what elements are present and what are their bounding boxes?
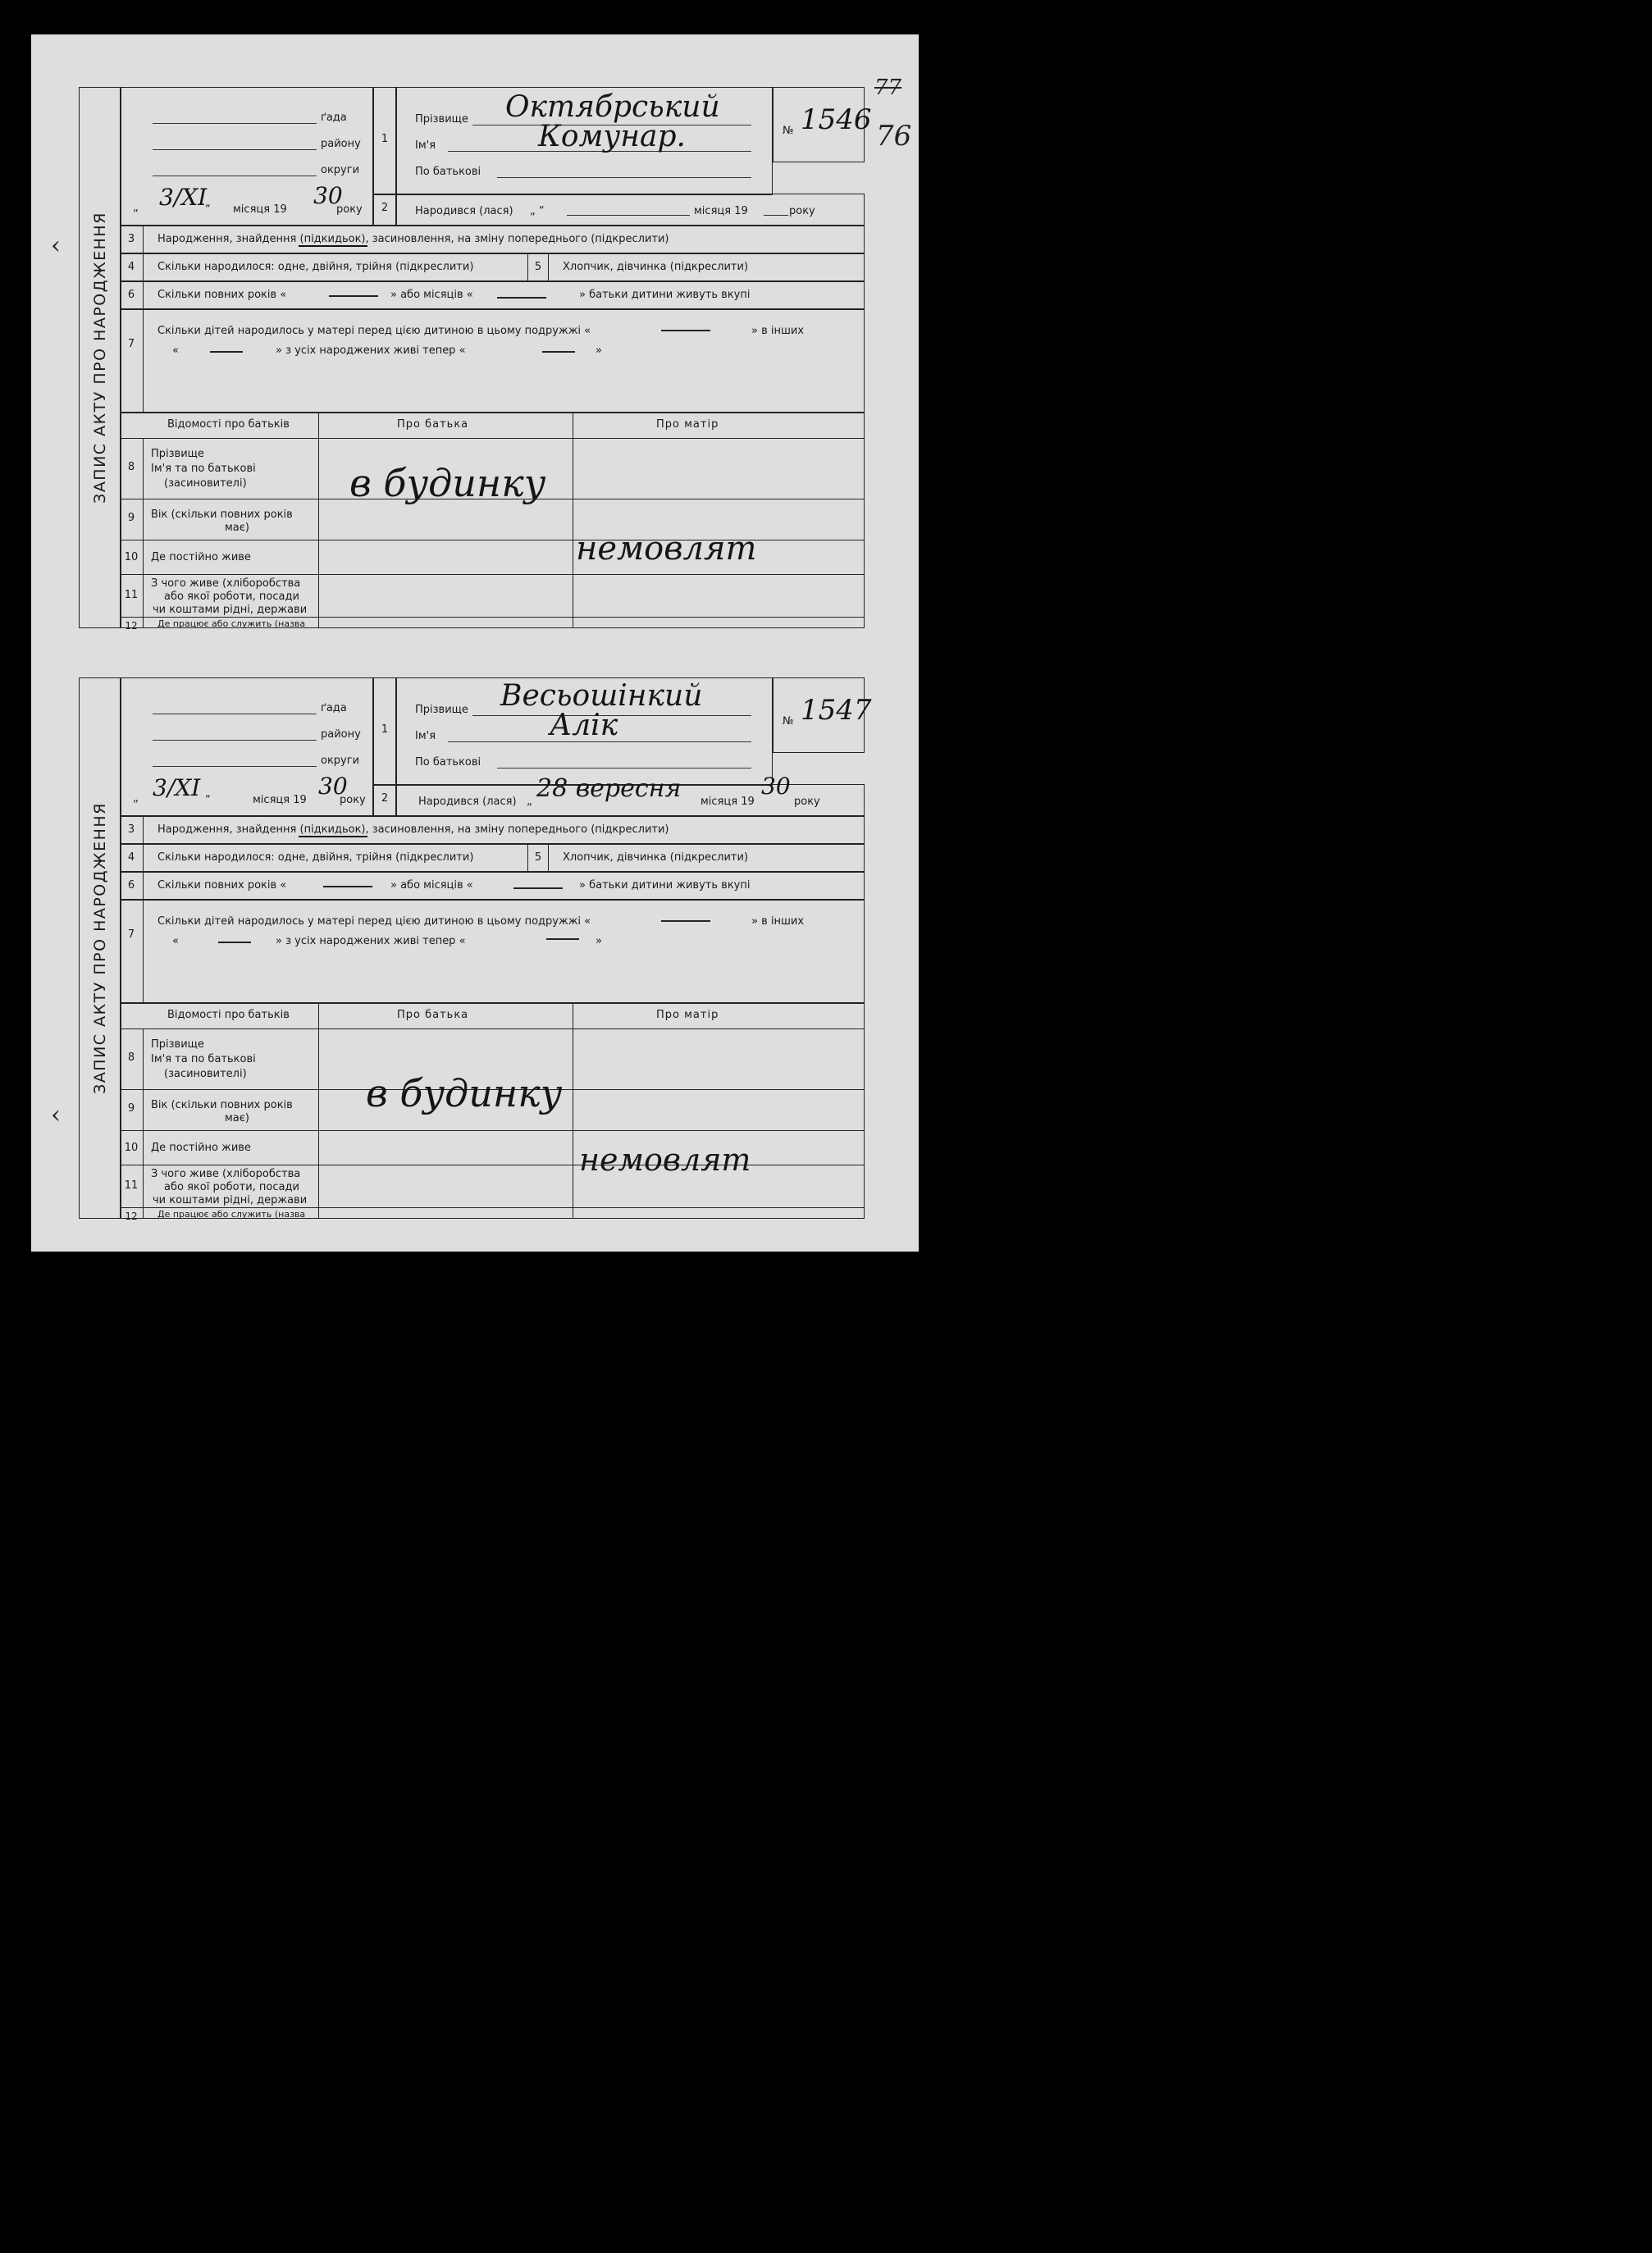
row-number: 6 [127,879,135,892]
birth-record-form [79,87,903,632]
row11-label-3: чи коштами рідні, держави [153,1194,308,1206]
reg-year: 30 [318,773,348,800]
birth-record-form [79,677,903,1222]
row7-text-d: » з усіх народжених живі тепер « [276,935,466,947]
side-title-box [79,677,121,1219]
reg-year-label: року [336,203,363,216]
row7-text-b: » в інших [751,325,805,337]
row-number: 7 [127,338,135,350]
born-year-label: року [789,205,815,217]
record-number: 1546 [801,103,872,136]
row-number: 4 [127,851,135,864]
side-title-box [79,87,121,628]
row-number: 12 [125,620,138,632]
mother-header: Про матір [656,418,719,431]
row9-label-2: має) [225,522,249,534]
reg-quote-open: „ [133,792,139,805]
row4-text: Скільки народилося: одне, двійня, трійня (підкреслити) [157,261,474,273]
row-number: 8 [127,461,135,473]
binding-mark: ‹ [51,1101,61,1129]
row-number: 1 [381,133,389,145]
reg-day: 3/XI [159,184,208,211]
row8-label-3: (засиновителі) [164,1068,247,1080]
row7-text-b: » в інших [751,915,805,928]
row-number: 6 [127,289,135,301]
parents-header: Відомості про батьків [167,1009,290,1021]
father-header: Про батька [397,418,469,431]
row8-label-1: Прізвище [151,448,204,460]
father-header: Про батька [397,1009,469,1021]
born-month-label: місяця 19 [694,205,748,217]
row-number: 3 [127,233,135,245]
row5-text: Хлопчик, дівчинка (підкреслити) [563,851,749,864]
reg-year-label: року [340,794,366,806]
row-number: 10 [124,551,139,563]
row-number: 3 [127,823,135,836]
row7-text-c: « [172,344,179,357]
row5-text: Хлопчик, дівчинка (підкреслити) [563,261,749,273]
row3-text: Народження, знайдення (підкидьок), засиновлення, на зміну попереднього (підкреслити) [157,823,669,836]
handwritten-mother-note: немовлят [576,530,757,568]
row-number: 9 [127,1102,135,1115]
handwritten-father-note: в будинку [349,461,546,505]
name-label: Ім'я [415,139,436,152]
row8-label-2: Ім'я та по батькові [151,1053,256,1065]
row3-text: Народження, знайдення (підкидьок), засиновлення, на зміну попереднього (підкреслити) [157,233,669,245]
row8-label-1: Прізвище [151,1038,204,1051]
row6-text-a: Скільки повних років « [157,289,287,301]
row8-label-2: Ім'я та по батькові [151,463,256,475]
born-year-label: року [794,796,820,808]
row7-text-c: « [172,935,179,947]
row-number: 10 [124,1142,139,1154]
row-number: 11 [124,589,139,601]
page-number: 76 [876,120,912,153]
row7-text-e: » [596,344,602,357]
side-title: ЗАПИС АКТУ ПРО НАРОДЖЕННЯ [91,212,109,504]
mother-header: Про матір [656,1009,719,1021]
row9-label-2: має) [225,1112,249,1124]
label-gada: ґада [321,112,347,124]
reg-day: 3/XI [153,774,201,801]
row9-label-1: Вік (скільки повних років [151,1099,293,1111]
row12-label-1: Де працює або служить (назва [157,1209,306,1220]
born-label: Народився (лася) [418,796,517,808]
label-okruha: округи [321,164,360,176]
born-month-label: місяця 19 [701,796,755,808]
row-number: 5 [534,261,542,273]
document-page [31,34,919,1252]
row7-text-a: Скільки дітей народилось у матері перед цією дитиною в цьому подружжі « [157,325,591,337]
row-number: 9 [127,512,135,524]
reg-month-label: місяця 19 [233,203,287,216]
handwritten-father-note: в будинку [366,1071,563,1115]
row10-label: Де постійно живе [151,1142,251,1154]
row-number: 12 [125,1211,138,1222]
reg-quote-open: „ [133,202,139,214]
label-raion: району [321,138,361,150]
name-label: Ім'я [415,730,436,742]
form-grid [120,677,903,1222]
reg-year: 30 [313,182,343,209]
reg-quote-close: “ [205,794,211,806]
born-quote: „ “ [530,205,545,217]
name-value: Комунар. [538,120,686,153]
row6-text-a: Скільки повних років « [157,879,287,892]
label-gada: ґада [321,702,347,714]
row11-label-3: чи коштами рідні, держави [153,604,308,616]
row-number: 8 [127,1051,135,1064]
row-number: 1 [381,723,389,736]
record-number: 1547 [801,694,872,727]
patronymic-label: По батькові [415,166,481,178]
label-okruha: округи [321,755,360,767]
row6-text-b: » або місяців « [390,289,473,301]
row6-text-c: » батьки дитини живуть вкупі [579,289,751,301]
name-value: Алік [550,709,618,742]
row-number: 5 [534,851,542,864]
struck-margin-number: 77 [874,75,902,100]
row11-label-2: або якої роботи, посади [164,591,299,603]
number-prefix: № [783,715,794,727]
born-year: 30 [761,773,791,800]
parents-header: Відомості про батьків [167,418,290,431]
row12-label-1: Де працює або служить (назва [157,618,306,629]
patronymic-label: По батькові [415,756,481,768]
row-number: 2 [381,792,389,805]
row7-text-e: » [596,935,602,947]
handwritten-mother-note: немовлят [579,1142,751,1178]
surname-value: Октябрський [505,90,720,124]
row4-text: Скільки народилося: одне, двійня, трійня (підкреслити) [157,851,474,864]
born-day: 28 вересня [536,774,682,803]
row11-label-1: З чого живе (хліборобства [151,1168,301,1180]
born-quote: „ [527,796,532,808]
row7-text-d: » з усіх народжених живі тепер « [276,344,466,357]
number-prefix: № [783,125,794,137]
row-number: 4 [127,261,135,273]
surname-label: Прізвище [415,113,468,125]
reg-month-label: місяця 19 [253,794,307,806]
surname-label: Прізвище [415,704,468,716]
binding-mark: ‹ [51,231,61,260]
surname-value: Весьошінкий [500,679,703,713]
reg-quote-close: “ [205,203,211,216]
row-number: 11 [124,1179,139,1192]
row7-text-a: Скільки дітей народилось у матері перед цією дитиною в цьому подружжі « [157,915,591,928]
born-label: Народився (лася) [415,205,513,217]
row-number: 2 [381,202,389,214]
label-raion: району [321,728,361,741]
row6-text-c: » батьки дитини живуть вкупі [579,879,751,892]
row-number: 7 [127,928,135,941]
side-title: ЗАПИС АКТУ ПРО НАРОДЖЕННЯ [91,802,109,1094]
form-grid [120,87,903,632]
row11-label-1: З чого живе (хліборобства [151,577,301,590]
row10-label: Де постійно живе [151,551,251,563]
row9-label-1: Вік (скільки повних років [151,509,293,521]
row8-label-3: (засиновителі) [164,477,247,490]
row6-text-b: » або місяців « [390,879,473,892]
row11-label-2: або якої роботи, посади [164,1181,299,1193]
